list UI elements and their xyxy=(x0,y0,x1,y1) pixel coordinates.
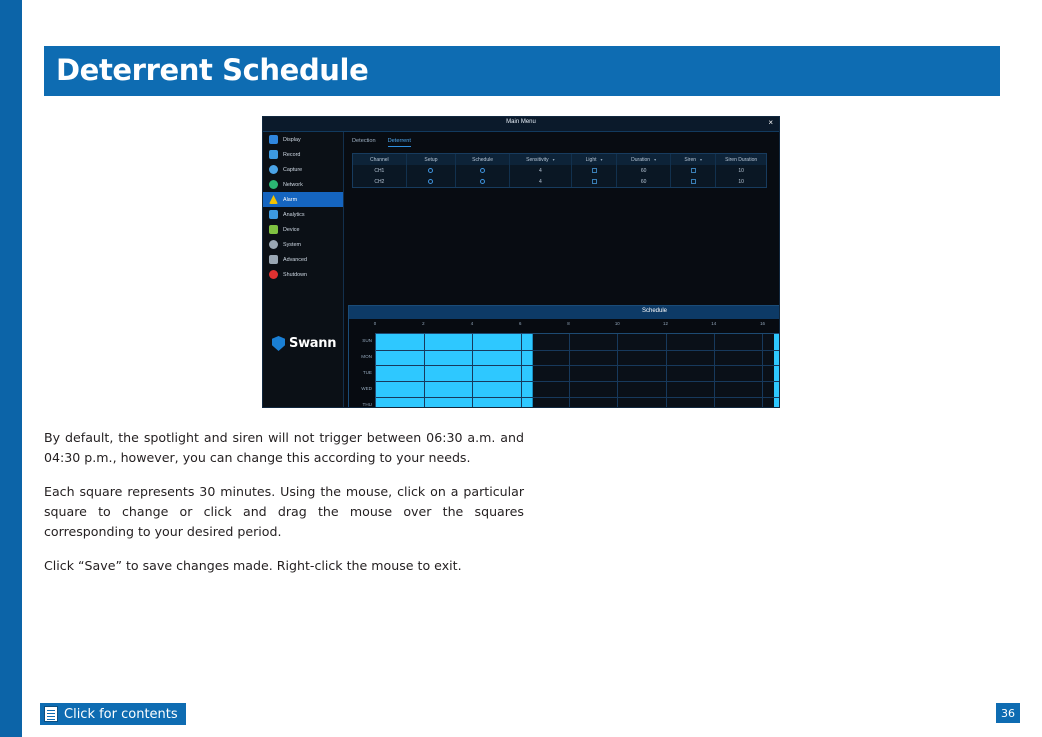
paragraph-save-exit: Click “Save” to save changes made. Right-click the mouse to exit. xyxy=(44,558,462,573)
sidebar-item-label: Alarm xyxy=(283,196,298,203)
main-menu-sidebar xyxy=(263,132,344,408)
close-icon[interactable]: × xyxy=(768,118,773,127)
sidebar-item-alarm[interactable] xyxy=(263,192,343,207)
sidebar-item-label: Network xyxy=(283,181,303,188)
tab-detection[interactable]: Detection xyxy=(352,138,376,144)
table-row[interactable] xyxy=(353,176,766,187)
gridline-h xyxy=(376,350,780,351)
column-header-setup: Setup xyxy=(407,154,457,165)
schedule-dialog xyxy=(348,305,780,408)
hour-tick: 0 xyxy=(373,321,377,326)
hour-axis xyxy=(375,321,780,329)
brand-name: Swann xyxy=(289,336,337,351)
cell-channel: CH2 xyxy=(353,176,407,187)
checkbox-icon[interactable] xyxy=(592,168,597,173)
column-header-schedule: Schedule xyxy=(456,154,510,165)
deterrent-table xyxy=(352,153,767,188)
figure-dvr-screenshot xyxy=(262,116,780,408)
label: Siren xyxy=(684,156,697,163)
sidebar-item-shutdown[interactable] xyxy=(263,267,343,282)
page-title: Deterrent Schedule xyxy=(56,53,369,87)
main-menu-title: Main Menu xyxy=(506,119,536,125)
contents-button-label: Click for contents xyxy=(64,706,178,722)
label: Light xyxy=(585,156,597,163)
sidebar-item-record[interactable] xyxy=(263,147,343,162)
main-menu-titlebar xyxy=(263,117,779,132)
cell-siren[interactable] xyxy=(671,176,716,187)
table-row[interactable] xyxy=(353,165,766,176)
cell-channel: CH1 xyxy=(353,165,407,176)
cell-schedule[interactable] xyxy=(456,165,510,176)
cell-light[interactable] xyxy=(572,165,617,176)
day-axis xyxy=(351,333,375,408)
day-label: THU xyxy=(362,402,372,407)
cell-setup[interactable] xyxy=(407,176,457,187)
sidebar-item-label: Analytics xyxy=(283,211,305,218)
gridline-h xyxy=(376,397,780,398)
schedule-heatmap[interactable] xyxy=(375,333,780,408)
device-icon xyxy=(269,225,278,234)
gear-icon[interactable] xyxy=(480,179,485,184)
page-number-badge: 36 xyxy=(996,703,1020,723)
checkbox-icon[interactable] xyxy=(592,179,597,184)
shutdown-icon xyxy=(269,270,278,279)
analytics-icon xyxy=(269,210,278,219)
sidebar-item-label: Device xyxy=(283,226,300,233)
hour-tick: 8 xyxy=(567,321,570,326)
cell-siren[interactable] xyxy=(671,165,716,176)
chevron-down-icon: ▾ xyxy=(654,157,657,162)
sidebar-item-label: Shutdown xyxy=(283,271,307,278)
checkbox-icon[interactable] xyxy=(691,179,696,184)
day-label: SUN xyxy=(362,338,372,343)
tab-deterrent[interactable]: Deterrent xyxy=(388,138,411,147)
swann-logo xyxy=(272,336,336,351)
paragraph-square-meaning: Each square represents 30 minutes. Using the mouse, click on a particular square to change or click and drag the mouse over the squares corresponding to your desired period. xyxy=(44,484,524,539)
schedule-grid-area xyxy=(349,319,780,408)
hour-tick: 12 xyxy=(663,321,668,326)
sidebar-item-capture[interactable] xyxy=(263,162,343,177)
hour-tick: 16 xyxy=(760,321,765,326)
label: Sensitivity xyxy=(526,156,549,163)
checkbox-icon[interactable] xyxy=(691,168,696,173)
hour-tick: 14 xyxy=(711,321,717,326)
page-title-banner xyxy=(44,46,1000,96)
display-icon xyxy=(269,135,278,144)
sidebar-item-display[interactable] xyxy=(263,132,343,147)
click-for-contents-button[interactable] xyxy=(40,703,186,725)
record-icon xyxy=(269,150,278,159)
sidebar-item-system[interactable] xyxy=(263,237,343,252)
column-header-duration xyxy=(617,154,671,165)
gridline-h xyxy=(376,365,780,366)
shield-icon xyxy=(272,336,285,351)
sidebar-item-device[interactable] xyxy=(263,222,343,237)
day-label: TUE xyxy=(362,370,372,375)
cell-sensitivity[interactable]: 4 xyxy=(510,165,572,176)
cell-siren-duration[interactable]: 10 xyxy=(738,178,744,185)
schedule-dialog-titlebar xyxy=(349,306,780,319)
column-header-siren xyxy=(671,154,716,165)
gear-icon[interactable] xyxy=(428,179,433,184)
cell-siren-duration[interactable]: 10 xyxy=(738,167,744,174)
contents-list-icon xyxy=(44,706,58,722)
schedule-cells[interactable] xyxy=(376,334,780,408)
schedule-dialog-title: Schedule xyxy=(641,308,668,314)
system-icon xyxy=(269,240,278,249)
paragraph-default-times: By default, the spotlight and siren will not trigger between 06:30 a.m. and 04:30 p.m., however, you can change this according to your needs. xyxy=(44,430,524,465)
sidebar-item-label: System xyxy=(283,241,301,248)
sidebar-item-label: Capture xyxy=(283,166,303,173)
alarm-tabs xyxy=(352,138,411,147)
table-header-row xyxy=(353,154,766,165)
gridline-h xyxy=(376,381,780,382)
gear-icon[interactable] xyxy=(480,168,485,173)
cell-sensitivity[interactable]: 4 xyxy=(510,176,572,187)
gear-icon[interactable] xyxy=(428,168,433,173)
day-label: WED xyxy=(361,386,372,391)
alarm-icon xyxy=(269,195,278,204)
advanced-icon xyxy=(269,255,278,264)
cell-duration[interactable]: 60 xyxy=(617,176,671,187)
cell-schedule[interactable] xyxy=(456,176,510,187)
cell-setup[interactable] xyxy=(407,165,457,176)
chevron-down-icon: ▾ xyxy=(700,157,703,162)
hour-tick: 6 xyxy=(519,321,522,326)
capture-icon xyxy=(269,165,278,174)
column-header-light xyxy=(572,154,617,165)
column-header-channel: Channel xyxy=(353,154,407,165)
hour-tick: 4 xyxy=(470,321,474,326)
sidebar-item-analytics[interactable] xyxy=(263,207,343,222)
chevron-down-icon: ▾ xyxy=(552,157,555,162)
cell-light[interactable] xyxy=(572,176,617,187)
chevron-down-icon: ▾ xyxy=(600,157,603,162)
sidebar-item-advanced[interactable] xyxy=(263,252,343,267)
hour-tick: 2 xyxy=(422,321,425,326)
sidebar-item-label: Advanced xyxy=(283,256,307,263)
sidebar-item-label: Display xyxy=(283,136,301,143)
sidebar-item-network[interactable] xyxy=(263,177,343,192)
cell-duration[interactable]: 60 xyxy=(617,165,671,176)
page-left-accent-bar xyxy=(0,0,22,737)
hour-tick: 10 xyxy=(614,321,620,326)
label: Duration xyxy=(631,156,651,163)
column-header-sensitivity xyxy=(510,154,572,165)
sidebar-item-label: Record xyxy=(283,151,301,158)
body-text xyxy=(44,428,524,590)
column-header-siren-duration: Siren Duration xyxy=(725,156,758,163)
network-icon xyxy=(269,180,278,189)
day-label: MON xyxy=(361,354,372,359)
